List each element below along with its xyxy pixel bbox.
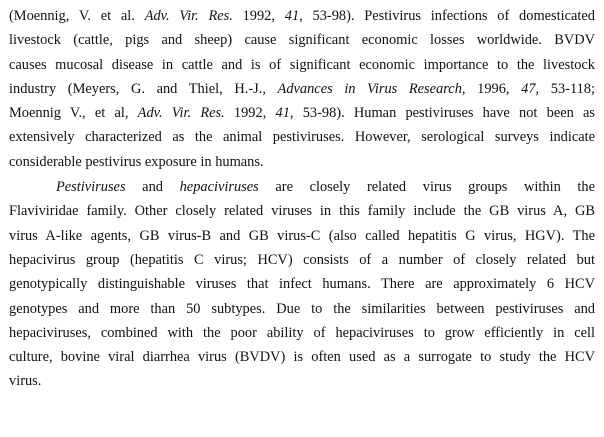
text-line: hepacivirus group (hepatitis C virus; HCV) consists of a number of closely related but xyxy=(9,251,595,268)
volume-number: 41 xyxy=(275,105,290,122)
term-pestiviruses: Pestiviruses xyxy=(56,179,126,196)
text-line: Moennig V., et al, Adv. Vir. Res. 1992, 41, 53-98). Human pestiviruses have not been as xyxy=(9,105,595,122)
paragraph-pestivirus-infections xyxy=(9,4,595,174)
text-line: hepaciviruses, combined with the poor ability of hepaciviruses to grow efficiently in cell xyxy=(9,324,595,341)
text-line: considerable pestivirus exposure in humans. xyxy=(9,153,264,170)
journal-title: Adv. Vir. Res. xyxy=(144,8,233,24)
journal-title: Advances in Virus Research, xyxy=(277,80,466,97)
text-line: (Moennig, V. et al. Adv. Vir. Res. 1992, 41, 53-98). Pestivirus infections of domesticated xyxy=(9,8,595,24)
text-line: causes mucosal disease in cattle and is of significant economic importance to the livestock xyxy=(9,56,595,73)
volume-number: 41 xyxy=(284,8,300,24)
text-line: culture, bovine viral diarrhea virus (BVDV) is often used as a surrogate to study the HCV xyxy=(9,349,595,366)
volume-number: 47 xyxy=(521,80,536,97)
text-line: virus. xyxy=(9,373,42,390)
text-line: virus A-like agents, GB virus-B and GB virus-C (also called hepatitis G virus, HGV). The xyxy=(9,227,595,244)
text-line: industry (Meyers, G. and Thiel, H.-J., Advances in Virus Research, 1996, 47, 53-118; xyxy=(9,80,595,97)
text-line: genotypes and more than 50 subtypes. Due to the similarities between pestiviruses and xyxy=(9,300,595,317)
text-line: Pestiviruses and hepaciviruses are closely related virus groups within the xyxy=(56,179,595,196)
text-line: livestock (cattle, pigs and sheep) cause significant economic losses worldwide. BVDV xyxy=(9,32,595,49)
text-line: Flaviviridae family. Other closely related viruses in this family include the GB virus A, GB xyxy=(9,203,595,220)
term-hepaciviruses: hepaciviruses xyxy=(179,179,259,196)
journal-title: Adv. Vir. Res. xyxy=(137,105,225,122)
paragraph-flaviviridae-family xyxy=(9,175,595,394)
text-line: extensively characterized as the animal pestiviruses. However, serological surveys indicate xyxy=(9,129,595,146)
document-page xyxy=(9,4,595,394)
text-line: genotypically distinguishable viruses that infect humans. There are approximately 6 HCV xyxy=(9,276,595,293)
